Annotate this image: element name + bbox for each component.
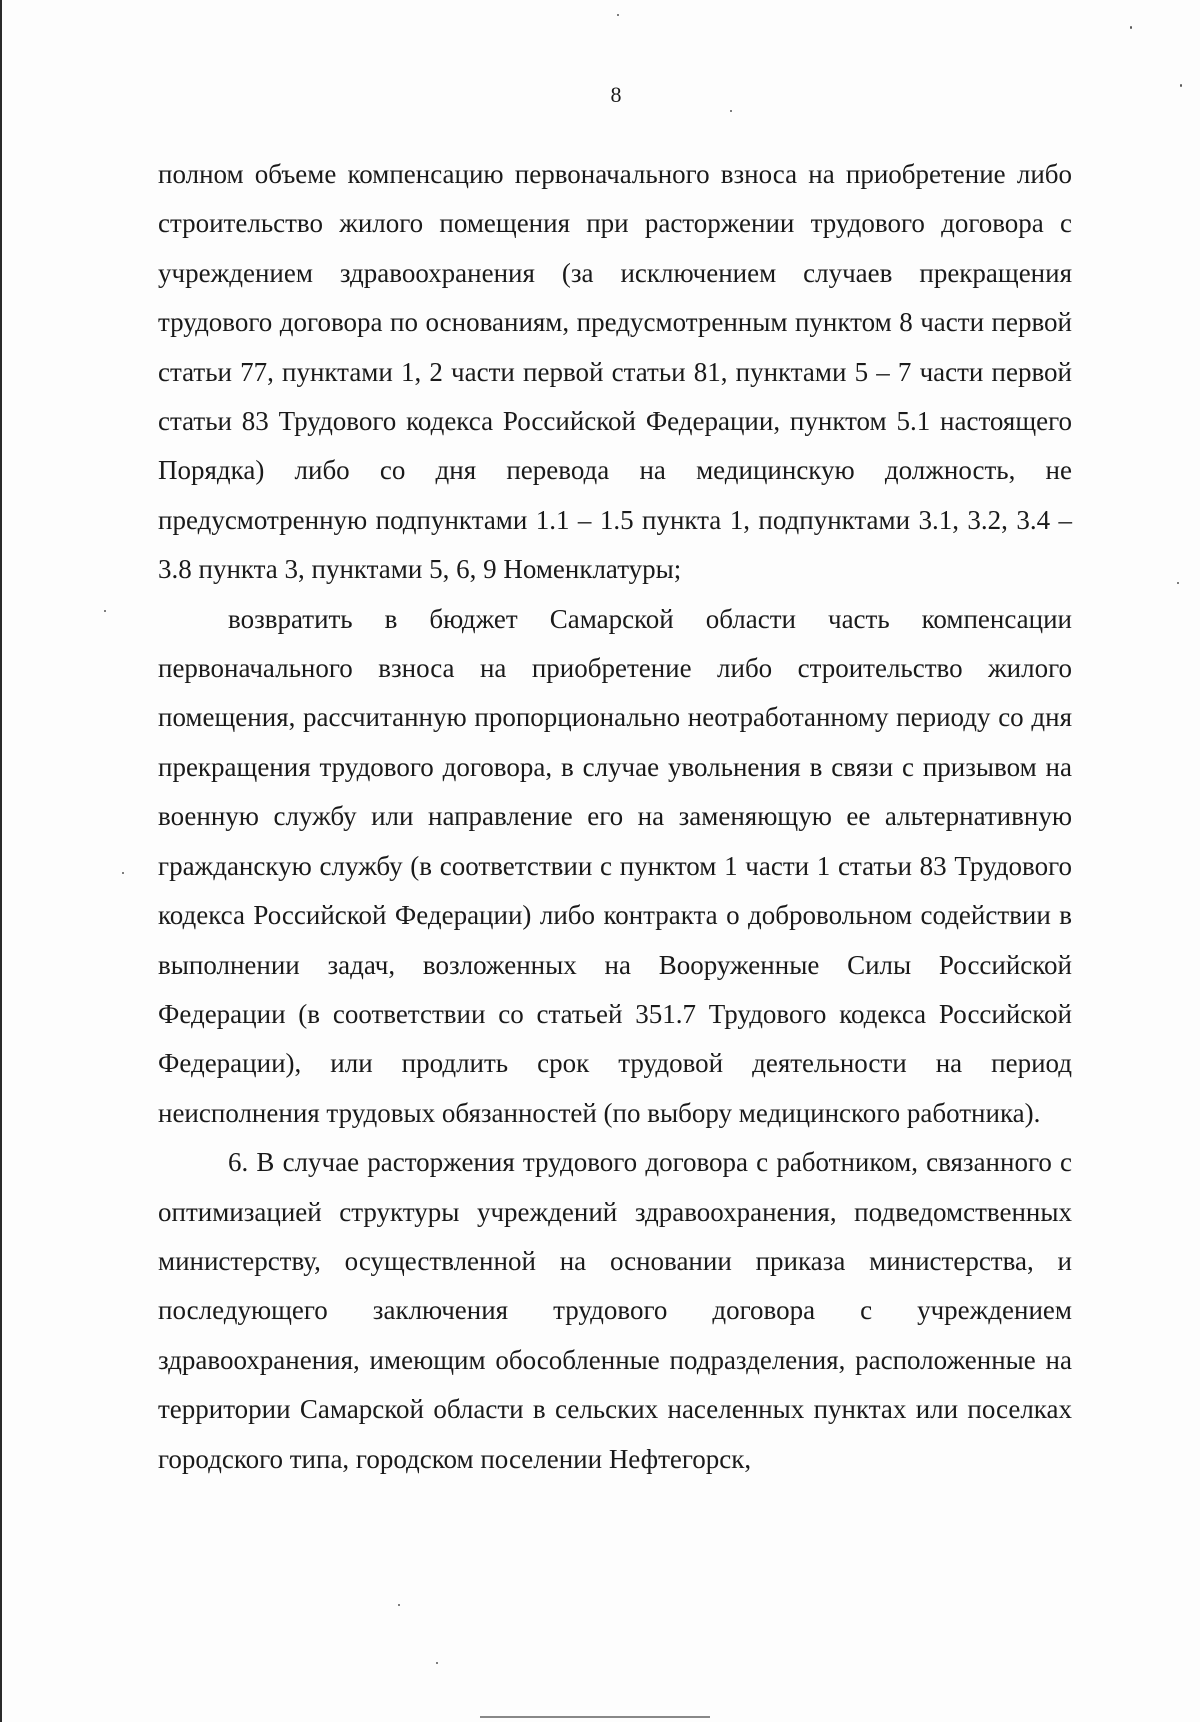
scan-speck (122, 872, 124, 874)
paragraph-return-compensation: возвратить в бюджет Самарской области часть компенсации первоначального взноса на приобретение либо строительство жилого помещения, рассчитанную пропорционально неотработанному периоду со дня прекращения трудового договора, в случае увольнения в связи с призывом на военную службу или направление его на заменяющую ее альтернативную гражданскую службу (в соответствии с пунктом 1 части 1 статьи 83 Трудового кодекса Российской Федерации) либо контракта о добровольном содействии в выполнении задач, возложенных на Вооруженные Силы Российской Федерации (в соответствии со статьей 351.7 Трудового кодекса Российской Федерации), или продлить срок трудовой деятельности на период неисполнения трудовых обязанностей (по выбору медицинского работника). (158, 603, 1072, 1128)
scan-speck (730, 110, 732, 112)
scan-speck (617, 14, 619, 16)
scan-speck (436, 1662, 438, 1664)
paragraph-item-6: 6. В случае расторжения трудового договора с работником, связанного с оптимизацией структуры учреждений здравоохранения, подведомственных министерству, осуществленной на основании приказа министерства, и последующего заключения трудового договора с учреждением здравоохранения, имеющим обособленные подразделения, расположенные на территории Самарской области в сельских населенных пунктах или поселках городского типа, городском поселении Нефтегорск, (158, 1147, 1072, 1474)
document-body (158, 150, 1072, 1484)
page-number: 8 (610, 82, 622, 107)
scan-speck (398, 1604, 400, 1606)
paragraph-continuation: полном объеме компенсацию первоначального взноса на приобретение либо строительство жилого помещения при расторжении трудового договора с учреждением здравоохранения (за исключением случаев прекращения трудового договора по основаниям, предусмотренным пунктом 8 части первой статьи 77, пунктами 1, 2 части первой статьи 81, пунктами 5 – 7 части первой статьи 83 Трудового кодекса Российской Федерации, пунктом 5.1 настоящего Порядка) либо со дня перевода на медицинскую должность, не предусмотренную подпунктами 1.1 – 1.5 пункта 1, подпунктами 3.1, 3.2, 3.4 – 3.8 пункта 3, пунктами 5, 6, 9 Номенклатуры; (158, 159, 1072, 585)
scan-speck (1130, 26, 1132, 29)
scan-speck (1177, 582, 1179, 584)
scan-speck (104, 610, 106, 612)
scan-edge-line (0, 0, 2, 1722)
scan-speck (1180, 84, 1182, 87)
scan-bottom-line (480, 1716, 710, 1718)
